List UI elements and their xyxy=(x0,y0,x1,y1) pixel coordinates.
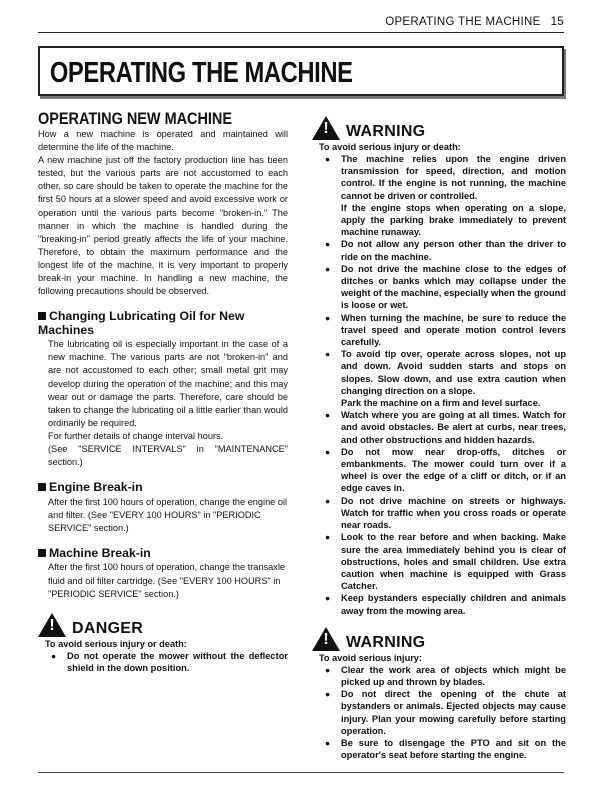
danger-list xyxy=(38,650,288,674)
bullet-item: ● Clear the work area of objects which might be picked up and thrown by blades. xyxy=(325,664,566,688)
running-header xyxy=(385,16,564,28)
intro-paragraph: How a new machine is operated and maintained will determine the life of the machine. xyxy=(38,129,288,153)
square-bullet-icon xyxy=(38,549,46,557)
square-bullet-icon xyxy=(38,483,46,491)
bullet-item: ● Do not allow any person other than the driver to ride on the machine. xyxy=(325,238,566,262)
warning-label: WARNING xyxy=(346,123,426,140)
bullet-item: ● To avoid tip over, operate across slopes, not up and down. Avoid sudden starts and stops on slopes. Slow down, and use extra caution when changing direction on a slope. Park the machine on a firm and level surface. xyxy=(325,348,566,409)
bullet-item: ● Do not drive the machine close to the edges of ditches or banks which may collapse under the weight of the machine, especially when the ground is loose or wet. xyxy=(325,263,566,312)
danger-avoid: To avoid serious injury or death: xyxy=(45,638,187,649)
warning-triangle-icon: ! xyxy=(312,116,340,140)
oil-heading: Changing Lubricating Oil for New Machines xyxy=(38,309,245,337)
header-rule xyxy=(38,32,564,33)
warning-avoid: To avoid serious injury: xyxy=(319,652,422,663)
warning-block-2 xyxy=(312,625,566,762)
engine-body: After the first 100 hours of operation, change the engine oil and filter. (See "EVERY 100 HOURS" in "PERIODIC SERVICE" section.) xyxy=(48,496,288,533)
left-column xyxy=(38,110,288,674)
bullet-item: ● Do not drive machine on streets or highways. Watch for traffic when you cross roads or operate near roads. xyxy=(325,495,566,532)
warning-triangle-icon: ! xyxy=(312,627,340,651)
bullet-item: ● Watch where you are going at all times. Watch for and avoid obstacles. Be alert at curbs, near trees, and other obstructions and hidden hazards. xyxy=(325,409,566,446)
page-title: OPERATING THE MACHINE xyxy=(49,57,353,89)
warning-avoid: To avoid serious injury or death: xyxy=(319,142,461,152)
bullet-item: ● Keep bystanders especially children and animals away from the mowing area. xyxy=(325,592,566,616)
bullet-item: ● Do not operate the mower without the deflector shield in the down position. xyxy=(51,650,288,674)
bullet-item: ● When turning the machine, be sure to reduce the travel speed and operate motion control levers carefully. xyxy=(325,312,566,349)
right-column xyxy=(312,114,566,761)
warning-block-1 xyxy=(312,114,566,617)
square-bullet-icon xyxy=(38,312,46,320)
page-number: 15 xyxy=(550,16,564,28)
bullet-item: ● The machine relies upon the engine driven transmission for speed, direction, and motion control. If the engine is not running, the machine cannot be driven or controlled. If the engine stops when operating on a slope, apply the parking brake immediately to prevent machine runaway. xyxy=(325,153,566,238)
oil-further: For further details of change interval hours. xyxy=(48,430,224,441)
warning-list-1 xyxy=(312,153,566,617)
break-in-paragraph: A new machine just off the factory production line has been tested, but the various parts are not accustomed to each other, so care should be taken to operate the machine for the first 50 hours at a slower speed and avoid excessive work or operation until the various parts become "broken-in." The manner in which the machine is handled during the "breaking-in" period greatly affects the life of your machine. Therefore, to obtain the maximum performance and the longest life of the machine, it is very important to properly break-in your machine. In handling a new machine, the following precautions should be observed. xyxy=(38,155,288,297)
bullet-item: ● Do not direct the opening of the chute at bystanders or animals. Ejected objects may cause injury. Plan your mowing carefully before starting operation. xyxy=(325,688,566,737)
danger-block xyxy=(38,611,288,674)
title-box xyxy=(38,46,564,96)
warning-list-2 xyxy=(312,664,566,762)
bullet-item: ● Be sure to disengage the PTO and sit on the operator's seat before starting the engine. xyxy=(325,737,566,761)
bullet-item: ● Look to the rear before and when backing. Make sure the area immediately behind you is clear of obstructions, holes and small children. Use extra caution when machine is equipped with Grass Catcher. xyxy=(325,531,566,592)
machine-body: After the first 100 hours of operation, change the transaxle fluid and oil filter cartridge. (See "EVERY 100 HOURS" in "PERIODIC SERVICE" section.) xyxy=(48,562,285,599)
machine-heading: Machine Break-in xyxy=(38,547,288,561)
oil-body: The lubricating oil is especially important in the case of a new machine. The various parts are not "broken-in" and are not accustomed to each other; small metal grit may develop during the operation of the machine; and this may wear out or damage the parts. Therefore, care should be taken to change the lubricating oil a little earlier than would ordinarily be required. xyxy=(48,339,288,428)
danger-label: DANGER xyxy=(72,619,144,637)
oil-see: (See "SERVICE INTERVALS" in "MAINTENANCE" section.) xyxy=(48,443,288,468)
warning-triangle-icon: ! xyxy=(38,613,66,637)
bullet-item: ● Do not mow near drop-offs, ditches or embankments. The mower could turn over if a wheel is over the edge of a cliff or ditch, or if an edge caves in. xyxy=(325,446,566,495)
footer-rule xyxy=(38,772,564,773)
operating-new-machine-heading: OPERATING NEW MACHINE xyxy=(38,109,233,128)
warning-label: WARNING xyxy=(346,633,426,651)
engine-heading: Engine Break-in xyxy=(38,481,288,495)
header-section: OPERATING THE MACHINE xyxy=(385,16,541,28)
